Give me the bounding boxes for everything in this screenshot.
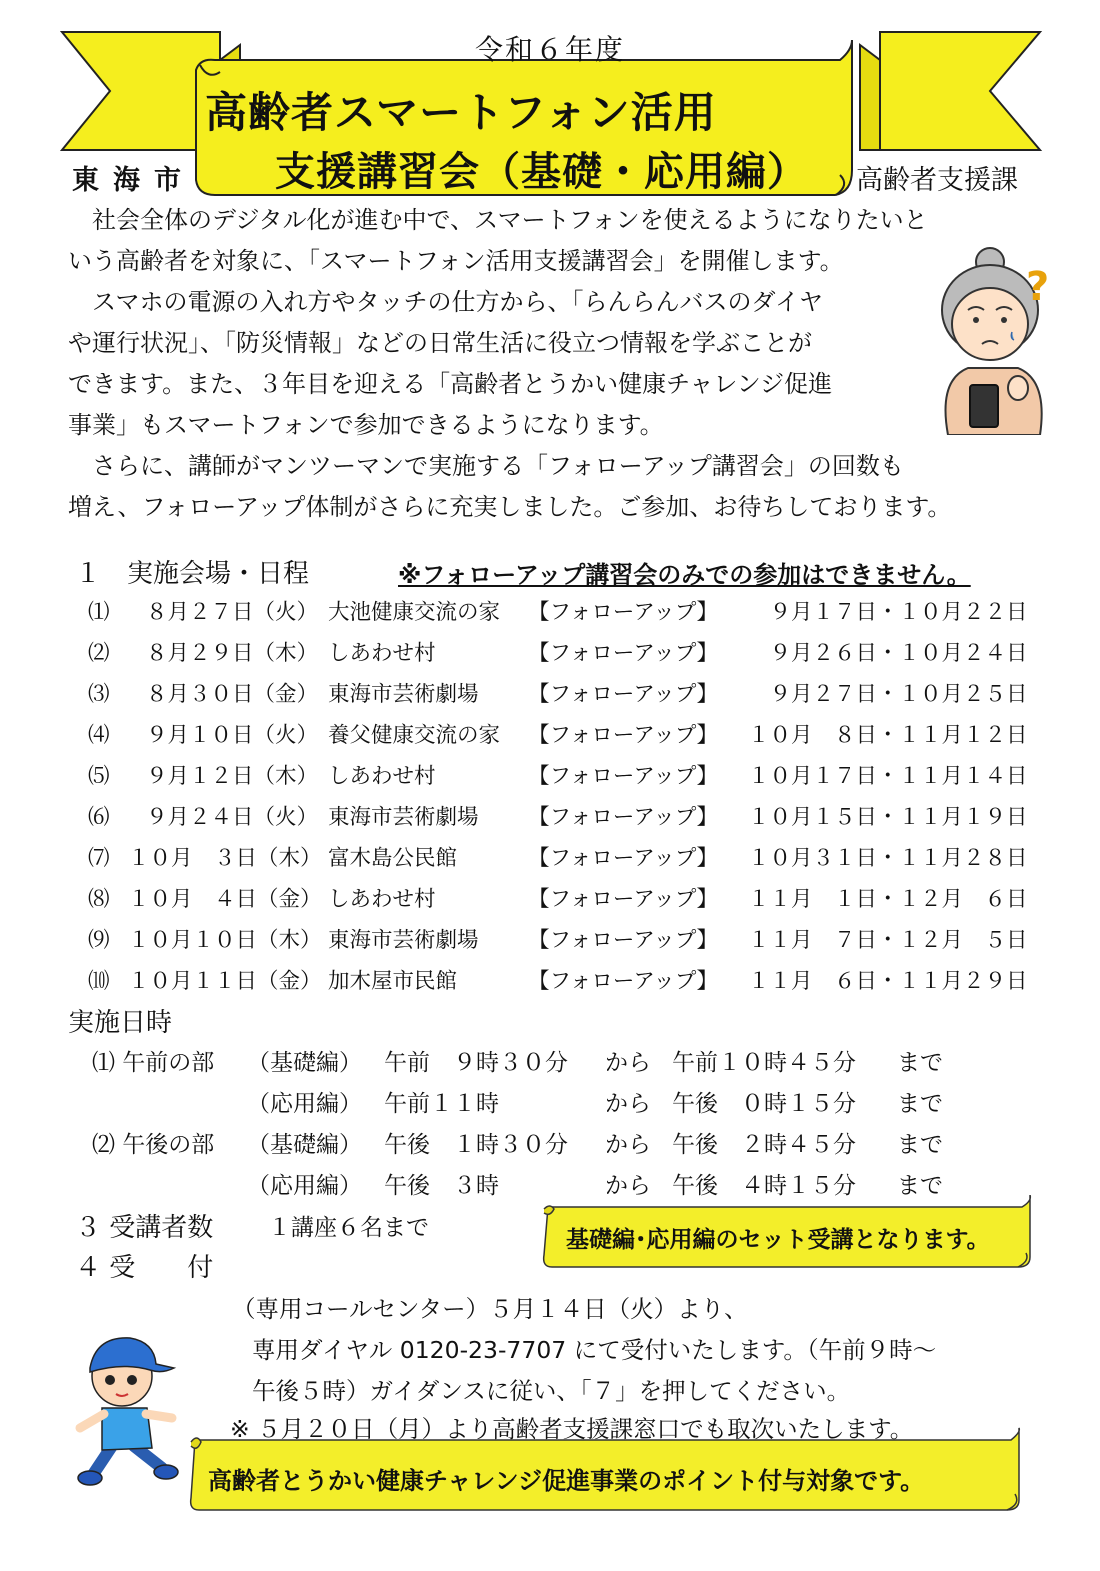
venue: 富木島公民館 — [328, 846, 458, 871]
intro-line: スマホの電源の入れ方やタッチの仕方から、「らんらんバスのダイヤ — [68, 288, 824, 316]
venue: 東海市芸術劇場 — [328, 805, 479, 830]
followup-dates: １１月 １日・１２月 ６日 — [748, 887, 1028, 912]
session-date: ９月１０日（火） — [146, 723, 319, 748]
followup-dates: ９月２６日・１０月２４日 — [748, 641, 1028, 666]
set-course-note: 基礎編･応用編のセット受講となります。 — [566, 1227, 990, 1253]
from-label: から — [605, 1050, 651, 1076]
fiscal-year: 令和６年度 — [474, 33, 625, 66]
session-date: １０月１１日（金） — [128, 969, 322, 994]
venue: 東海市芸術劇場 — [328, 928, 479, 953]
row-number: ⑼ — [88, 928, 110, 953]
followup-dates: ９月１７日・１０月２２日 — [748, 600, 1028, 625]
reception-line: ※ ５月２０日（月）より高齢者支援課窓口でも取次いたします。 — [230, 1415, 914, 1443]
elderly-woman-illustration — [928, 240, 1063, 435]
start-time: 午後 １時３０分 — [384, 1132, 568, 1158]
row-number: ⑸ — [88, 764, 110, 789]
reception-heading: ４ 受 付 — [75, 1253, 214, 1283]
followup-label: 【フォローアップ】 — [528, 969, 719, 994]
end-time: 午後 ４時１５分 — [672, 1173, 856, 1199]
start-time: 午前１１時 — [384, 1091, 499, 1117]
schedule-row — [88, 759, 1028, 793]
row-number: ⑹ — [88, 805, 110, 830]
followup-dates: １０月 ８日・１１月１２日 — [748, 723, 1028, 748]
intro-line: や運行状況」、「防災情報」などの日常生活に役立つ情報を学ぶことが — [68, 329, 812, 357]
schedule-row — [88, 882, 1028, 916]
end-time: 午後 ２時４５分 — [672, 1132, 856, 1158]
row-number: ⑴ — [88, 600, 110, 625]
followup-label: 【フォローアップ】 — [528, 641, 719, 666]
session-date: １０月１０日（木） — [128, 928, 322, 953]
row-number: ⑻ — [88, 887, 110, 912]
schedule-row — [88, 677, 1028, 711]
participants-heading: ３ 受講者数 — [75, 1213, 214, 1243]
reception-line: 専用ダイヤル 0120-23-7707 にて受付いたします。（午前９時～ — [252, 1336, 937, 1364]
venue: しあわせ村 — [328, 764, 436, 789]
venue: しあわせ村 — [328, 887, 436, 912]
venue: 東海市芸術劇場 — [328, 682, 479, 707]
session-part: ⑴ 午前の部 — [92, 1050, 215, 1076]
from-label: から — [605, 1132, 651, 1158]
start-time: 午前 ９時３０分 — [384, 1050, 568, 1076]
title-line-1: 高齢者スマートフォン活用 — [205, 88, 717, 137]
from-label: から — [605, 1173, 651, 1199]
until-label: まで — [897, 1132, 943, 1158]
intro-line: できます。また、３年目を迎える「高齢者とうかい健康チャレンジ促進 — [68, 370, 833, 398]
schedule-row — [88, 841, 1028, 875]
session-times-heading: 実施日時 — [68, 1008, 173, 1038]
row-number: ⑶ — [88, 682, 110, 707]
venue: 養父健康交流の家 — [328, 723, 501, 748]
schedule-row — [88, 595, 1028, 629]
followup-dates: １０月１５日・１１月１９日 — [748, 805, 1028, 830]
venue: 大池健康交流の家 — [328, 600, 501, 625]
svg-text:?: ? — [1026, 264, 1050, 310]
followup-label: 【フォローアップ】 — [528, 887, 719, 912]
time-row — [92, 1126, 992, 1162]
session-date: １０月 ３日（木） — [128, 846, 322, 871]
until-label: まで — [897, 1091, 943, 1117]
reception-line: （専用コールセンター）５月１４日（火）より、 — [232, 1295, 748, 1323]
end-time: 午前１０時４５分 — [672, 1050, 856, 1076]
schedule-row — [88, 800, 1028, 834]
followup-label: 【フォローアップ】 — [528, 764, 719, 789]
session-date: ８月２７日（火） — [146, 600, 319, 625]
intro-line: いう高齢者を対象に、「スマートフォン活用支援講習会」を開催します。 — [68, 247, 844, 275]
row-number: ⑺ — [88, 846, 110, 871]
session-date: ９月２４日（火） — [146, 805, 319, 830]
session-kind: （基礎編） — [247, 1050, 362, 1076]
schedule-row — [88, 636, 1028, 670]
followup-dates: １１月 ７日・１２月 ５日 — [748, 928, 1028, 953]
session-kind: （基礎編） — [247, 1132, 362, 1158]
followup-dates: １０月３１日・１１月２８日 — [748, 846, 1028, 871]
session-part: ⑵ 午後の部 — [92, 1132, 215, 1158]
schedule-row — [88, 718, 1028, 752]
followup-label: 【フォローアップ】 — [528, 846, 719, 871]
schedule-row — [88, 964, 1028, 998]
reception-line: 午後５時）ガイダンスに従い、「７」を押してください。 — [252, 1377, 851, 1405]
followup-label: 【フォローアップ】 — [528, 928, 719, 953]
boy-mascot-illustration — [62, 1328, 202, 1488]
followup-label: 【フォローアップ】 — [528, 600, 719, 625]
until-label: まで — [897, 1173, 943, 1199]
points-eligibility-note: 高齢者とうかい健康チャレンジ促進事業のポイント付与対象です。 — [208, 1467, 925, 1495]
schedule-row — [88, 923, 1028, 957]
intro-line: 事業」もスマートフォンで参加できるようになります。 — [68, 411, 664, 439]
end-time: 午後 ０時１５分 — [672, 1091, 856, 1117]
intro-line: さらに、講師がマンツーマンで実施する「フォローアップ講習会」の回数も — [68, 452, 904, 480]
city-name: 東海市 — [72, 165, 195, 196]
followup-only-note: ※フォローアップ講習会のみでの参加はできません。 — [398, 561, 971, 589]
followup-label: 【フォローアップ】 — [528, 805, 719, 830]
session-date: ９月１２日（木） — [146, 764, 319, 789]
session-date: ８月２９日（木） — [146, 641, 319, 666]
participants-value: １講座６名まで — [268, 1215, 429, 1241]
row-number: ⑷ — [88, 723, 110, 748]
intro-line: 社会全体のデジタル化が進む中で、スマートフォンを使えるようになりたいと — [68, 206, 928, 234]
from-label: から — [605, 1091, 651, 1117]
venue: しあわせ村 — [328, 641, 436, 666]
venue: 加木屋市民館 — [328, 969, 458, 994]
time-row — [92, 1085, 992, 1121]
department-name: 高齢者支援課 — [856, 165, 1018, 196]
time-row — [92, 1044, 992, 1080]
followup-dates: １１月 ６日・１１月２９日 — [748, 969, 1028, 994]
row-number: ⑵ — [88, 641, 110, 666]
followup-label: 【フォローアップ】 — [528, 682, 719, 707]
section-venue-schedule-heading: １ 実施会場・日程 — [75, 559, 310, 589]
session-date: ８月３０日（金） — [146, 682, 319, 707]
start-time: 午後 ３時 — [384, 1173, 499, 1199]
until-label: まで — [897, 1050, 943, 1076]
followup-dates: ９月２７日・１０月２５日 — [748, 682, 1028, 707]
session-kind: （応用編） — [247, 1173, 362, 1199]
row-number: ⑽ — [88, 969, 110, 994]
followup-label: 【フォローアップ】 — [528, 723, 719, 748]
session-kind: （応用編） — [247, 1091, 362, 1117]
intro-line: 増え、フォローアップ体制がさらに充実しました。ご参加、お待ちしております。 — [68, 493, 952, 521]
session-date: １０月 ４日（金） — [128, 887, 322, 912]
followup-dates: １０月１７日・１１月１４日 — [748, 764, 1028, 789]
title-line-2: 支援講習会（基礎・応用編） — [275, 149, 808, 195]
